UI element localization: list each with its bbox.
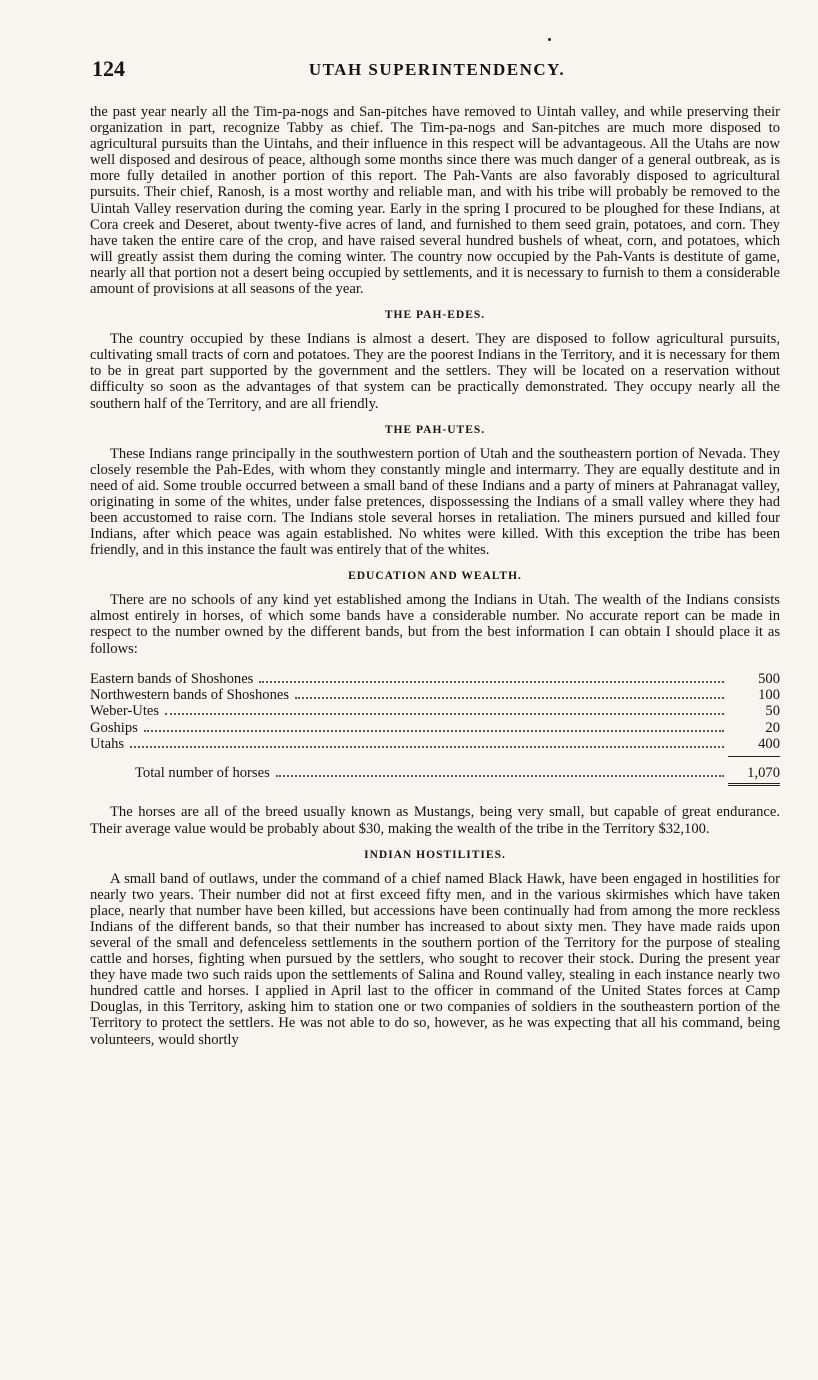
row-count: 20 <box>765 719 780 736</box>
row-label: Goships <box>90 719 138 736</box>
ink-speck <box>548 38 551 41</box>
table-row <box>90 703 780 719</box>
pah-utes-paragraph: These Indians range principally in the southwestern portion of Utah and the southeastern portion of Nevada. They closely resemble the Pah-Edes, with whom they constantly mingle and intermarry. They are equally destitute and in need of aid. Some trouble occurred between a small band of these Indians and a party of miners at Pahranagat valley, originating in some of the whites, under false pretences, dispossessing the Indians of a small valley where they had been accustomed to raise corn. The Indians stole several horses in retaliation. The miners pursued and killed four Indians, after which peace was again established. No whites were killed. With this exception the tribe has been friendly, and in this instance the fault was entirely that of the whites. <box>90 445 780 559</box>
dot-leader <box>165 713 724 715</box>
dot-leader <box>276 775 724 777</box>
row-count: 500 <box>758 670 780 687</box>
section-heading-pah-utes: THE PAH-UTES. <box>384 423 486 436</box>
section-heading-education: EDUCATION AND WEALTH. <box>348 570 522 583</box>
section-heading-hostilities: INDIAN HOSTILITIES. <box>364 848 506 861</box>
row-label: Eastern bands of Shoshones <box>90 670 254 687</box>
table-row <box>90 671 780 687</box>
table-row <box>90 720 780 736</box>
dot-leader <box>259 681 724 683</box>
section-heading-pah-edes: THE PAH-EDES. <box>384 309 486 322</box>
page-header <box>92 56 782 86</box>
hostilities-paragraph: A small band of outlaws, under the command of a chief named Black Hawk, have been engaged in hostilities for nearly two years. Their number did not at first exceed fifty men, and in the various skirmishes which have taken place, nearly that number have been killed, but accessions have been continually had from among the more reckless Indians of the different bands, so that their number has increased to about sixty men. They have made raids upon several of the small and defenceless settlements in the southern portion of the Territory for the purpose of stealing cattle and horses, fighting when pursued by the settlers, who sought to recover their stock. During the present year they have made two such raids upon the settlements of Salina and Round valley, stealing in each instance nearly two hundred cattle and horses. I applied in April last to the officer in command of the United States forces at Camp Douglas, in this Territory, asking him to station one or two companies of soldiers in the southeastern portion of the Territory to protect the settlers. He was not able to do so, however, as he was expecting that all his command, being volunteers, would shortly <box>90 870 780 1048</box>
total-value: 1,070 <box>747 765 780 782</box>
intro-paragraph: the past year nearly all the Tim-pa-nogs and San-pitches have removed to Uintah valley, and while preserving their organization in part, recognize Tabby as chief. The Tim-pa-nogs and San-pitches are much more disposed to agricultural pursuits than the Uintahs, and their influence in this respect will be advantageous. All the Utahs are now well disposed and desirous of peace, although some months since there was much danger of a general outbreak, as is more fully detailed in another portion of this report. The Pah-Vants are also favorably disposed to agricultural pursuits. Their chief, Ranosh, is a most worthy and reliable man, and with his tribe will probably be removed to the Uintah Valley reservation during the coming year. Early in the spring I procured to be ploughed for these Indians, at Cora creek and Deseret, about twenty-five acres of land, and furnished to them seed grain, potatoes, and corn. They have taken the entire care of the crop, and have raised several hundred bushels of wheat, corn, and potatoes, which will greatly assist them during the coming winter. The country now occupied by the Pah-Vants is destitute of game, nearly all that portion not a desert being occupied by settlements, and it is necessary to furnish to them a considerable amount of provisions at all seasons of the year. <box>90 104 780 298</box>
pah-edes-paragraph: The country occupied by these Indians is almost a desert. They are disposed to follow agricultural pursuits, cultivating small tracts of corn and potatoes. They are the poorest Indians in the Territory, and it is necessary for them to be in great part supported by the government and the settlers. They will be located on a reservation without difficulty so soon as the advantages of that system can be practically demonstrated. They occupy nearly all the southern half of the Territory, and are all friendly. <box>90 331 780 412</box>
education-paragraph: There are no schools of any kind yet established among the Indians in Utah. The wealth of the Indians consists almost entirely in horses, of which some bands have a considerable number. No accurate report can be made in respect to the number owned by the different bands, but from the best information I can obtain I should place it as follows: <box>90 592 780 657</box>
row-label: Utahs <box>90 735 125 752</box>
row-label: Weber-Utes <box>90 703 160 720</box>
table-row <box>90 736 780 752</box>
dot-leader <box>130 746 724 748</box>
row-count: 50 <box>765 703 780 720</box>
running-head: UTAH SUPERINTENDENCY. <box>308 60 566 79</box>
total-row <box>90 765 780 781</box>
row-count: 100 <box>758 686 780 703</box>
sum-rule <box>728 756 780 757</box>
horse-table <box>90 671 780 787</box>
row-count: 400 <box>758 735 780 752</box>
page-number: 124 <box>92 56 125 81</box>
dot-leader <box>295 697 724 699</box>
dot-leader <box>144 730 724 732</box>
row-label: Northwestern bands of Shoshones <box>90 686 290 703</box>
horses-paragraph: The horses are all of the breed usually known as Mustangs, being very small, but capable of great endurance. Their average value would be probably about $30, making the wealth of the tribe in the Territory $32,100. <box>90 804 780 837</box>
body-text <box>90 104 780 1048</box>
total-label: Total number of horses <box>135 765 270 782</box>
table-row <box>90 687 780 703</box>
